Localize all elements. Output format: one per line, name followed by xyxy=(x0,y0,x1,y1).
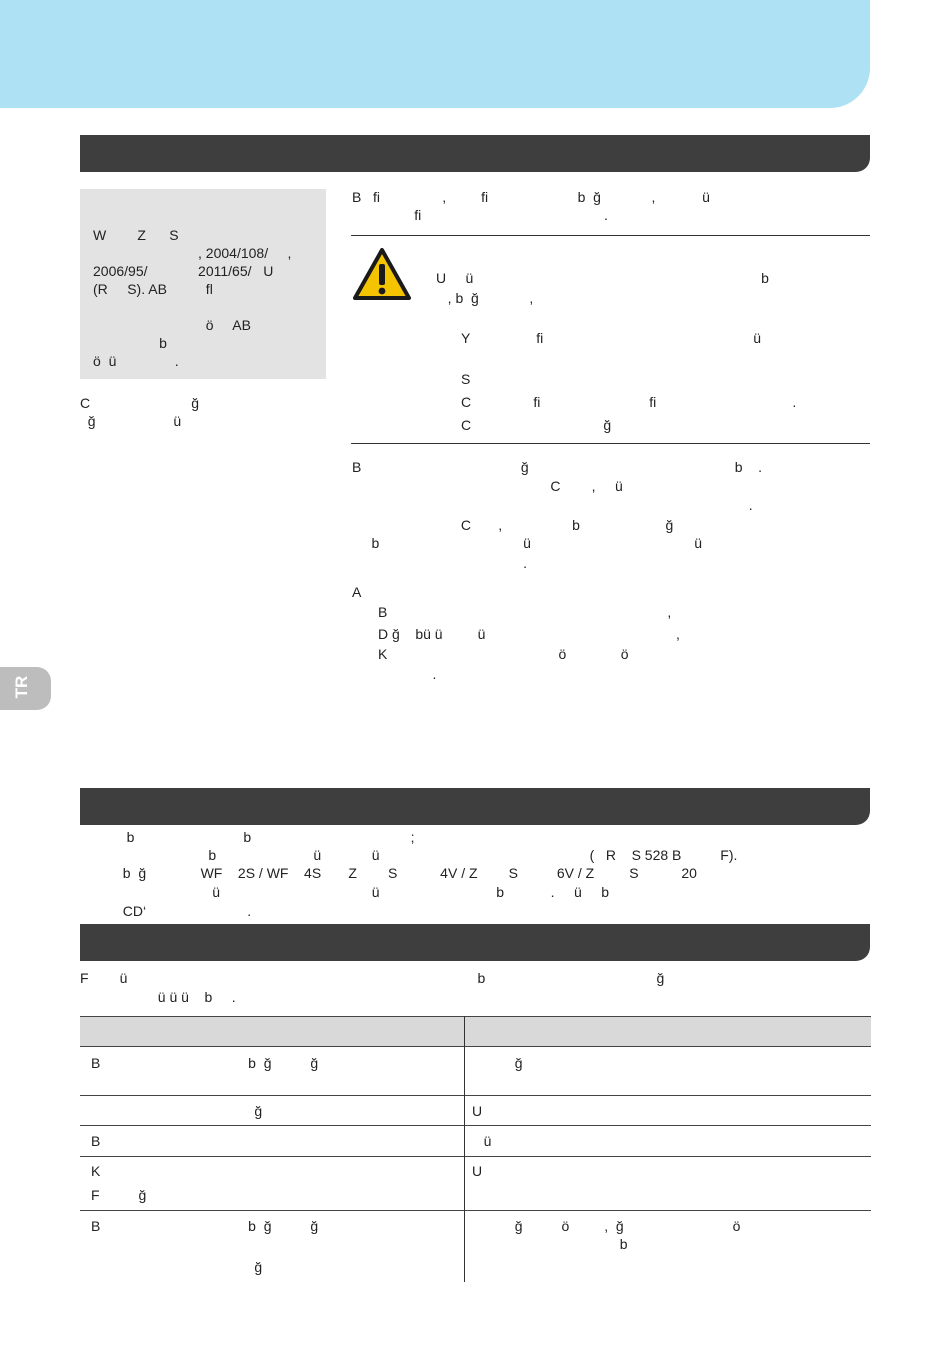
section-bar-3 xyxy=(80,924,870,961)
left-text-line: C ğ xyxy=(80,395,200,411)
body-line: C , ü xyxy=(352,478,623,494)
list-item: B , xyxy=(378,604,672,620)
section3-intro-line: F ü b ğ xyxy=(80,970,665,986)
warning-line: Y fi ü xyxy=(461,330,762,346)
table-cell: ğ xyxy=(91,1103,263,1119)
table-rule xyxy=(80,1210,871,1211)
body-line: C , b ğ xyxy=(352,517,674,533)
table-cell: U xyxy=(472,1163,483,1179)
body-line: . xyxy=(352,555,528,571)
intro-line: fi . xyxy=(352,207,608,223)
section-bar-2 xyxy=(80,788,870,825)
section-bar-1 xyxy=(80,135,870,172)
table-cell: b xyxy=(472,1236,628,1252)
divider xyxy=(351,443,870,444)
language-tab-label: TR xyxy=(12,675,31,699)
table-cell: ü xyxy=(472,1133,492,1149)
table-cell: F ğ xyxy=(91,1187,147,1203)
list-intro: A xyxy=(352,584,362,600)
table-column-divider xyxy=(464,1016,465,1282)
table-cell: K xyxy=(91,1163,101,1179)
table-cell: B b ğ ğ xyxy=(91,1055,319,1071)
box-line: , 2004/108/ , xyxy=(93,245,292,261)
warning-icon xyxy=(352,247,412,302)
table-cell: B xyxy=(91,1133,101,1149)
table-rule xyxy=(80,1156,871,1157)
divider xyxy=(351,235,870,236)
section2-line: b ü ü ( R S 528 B F). xyxy=(80,847,738,863)
warning-line: , b ğ , xyxy=(436,290,534,306)
table-rule xyxy=(80,1046,871,1047)
list-item: . xyxy=(378,666,437,682)
table-cell: B b ğ ğ xyxy=(91,1218,319,1234)
box-line: (R S). AB fl xyxy=(93,281,213,297)
intro-line: B fi , fi b ğ , ü xyxy=(352,189,710,205)
warning-line: C ğ xyxy=(461,417,612,433)
table-rule xyxy=(80,1016,871,1017)
table-cell: U xyxy=(472,1103,483,1119)
language-tab[interactable] xyxy=(0,667,51,710)
table-cell: ğ xyxy=(472,1055,523,1071)
table-cell: ğ ö , ğ ö xyxy=(472,1218,741,1234)
section2-line: b b ; xyxy=(80,829,415,845)
body-line: . xyxy=(352,497,753,513)
box-line: 2006/95/ 2011/65/ U xyxy=(93,263,274,279)
body-line: B ğ b . xyxy=(352,459,762,475)
box-line: W Z S xyxy=(93,227,179,243)
header-band xyxy=(0,0,870,108)
warning-line: S xyxy=(461,371,471,387)
section3-intro-line: ü ü ü b . xyxy=(80,989,236,1005)
list-item: K ö ö xyxy=(378,646,629,662)
table-header xyxy=(80,1016,871,1046)
table-rule xyxy=(80,1125,871,1126)
section2-line: CD‘ . xyxy=(80,903,252,919)
left-text-line: ğ ü xyxy=(80,413,182,429)
body-line: b ü ü xyxy=(352,535,703,551)
section2-line: ü ü b . ü b xyxy=(80,884,610,900)
box-line: b xyxy=(93,335,167,351)
section2-line: b ğ WF 2S / WF 4S Z S 4V / Z S 6V / Z S 20 xyxy=(80,865,697,881)
warning-line: C fi fi . xyxy=(461,394,797,410)
warning-line: U ü b xyxy=(436,270,769,286)
table-cell: ğ xyxy=(91,1259,263,1275)
table-rule xyxy=(80,1095,871,1096)
list-item: D ğ bü ü ü , xyxy=(378,626,680,642)
box-line: ö AB xyxy=(93,317,251,333)
box-line: ö ü . xyxy=(93,353,179,369)
